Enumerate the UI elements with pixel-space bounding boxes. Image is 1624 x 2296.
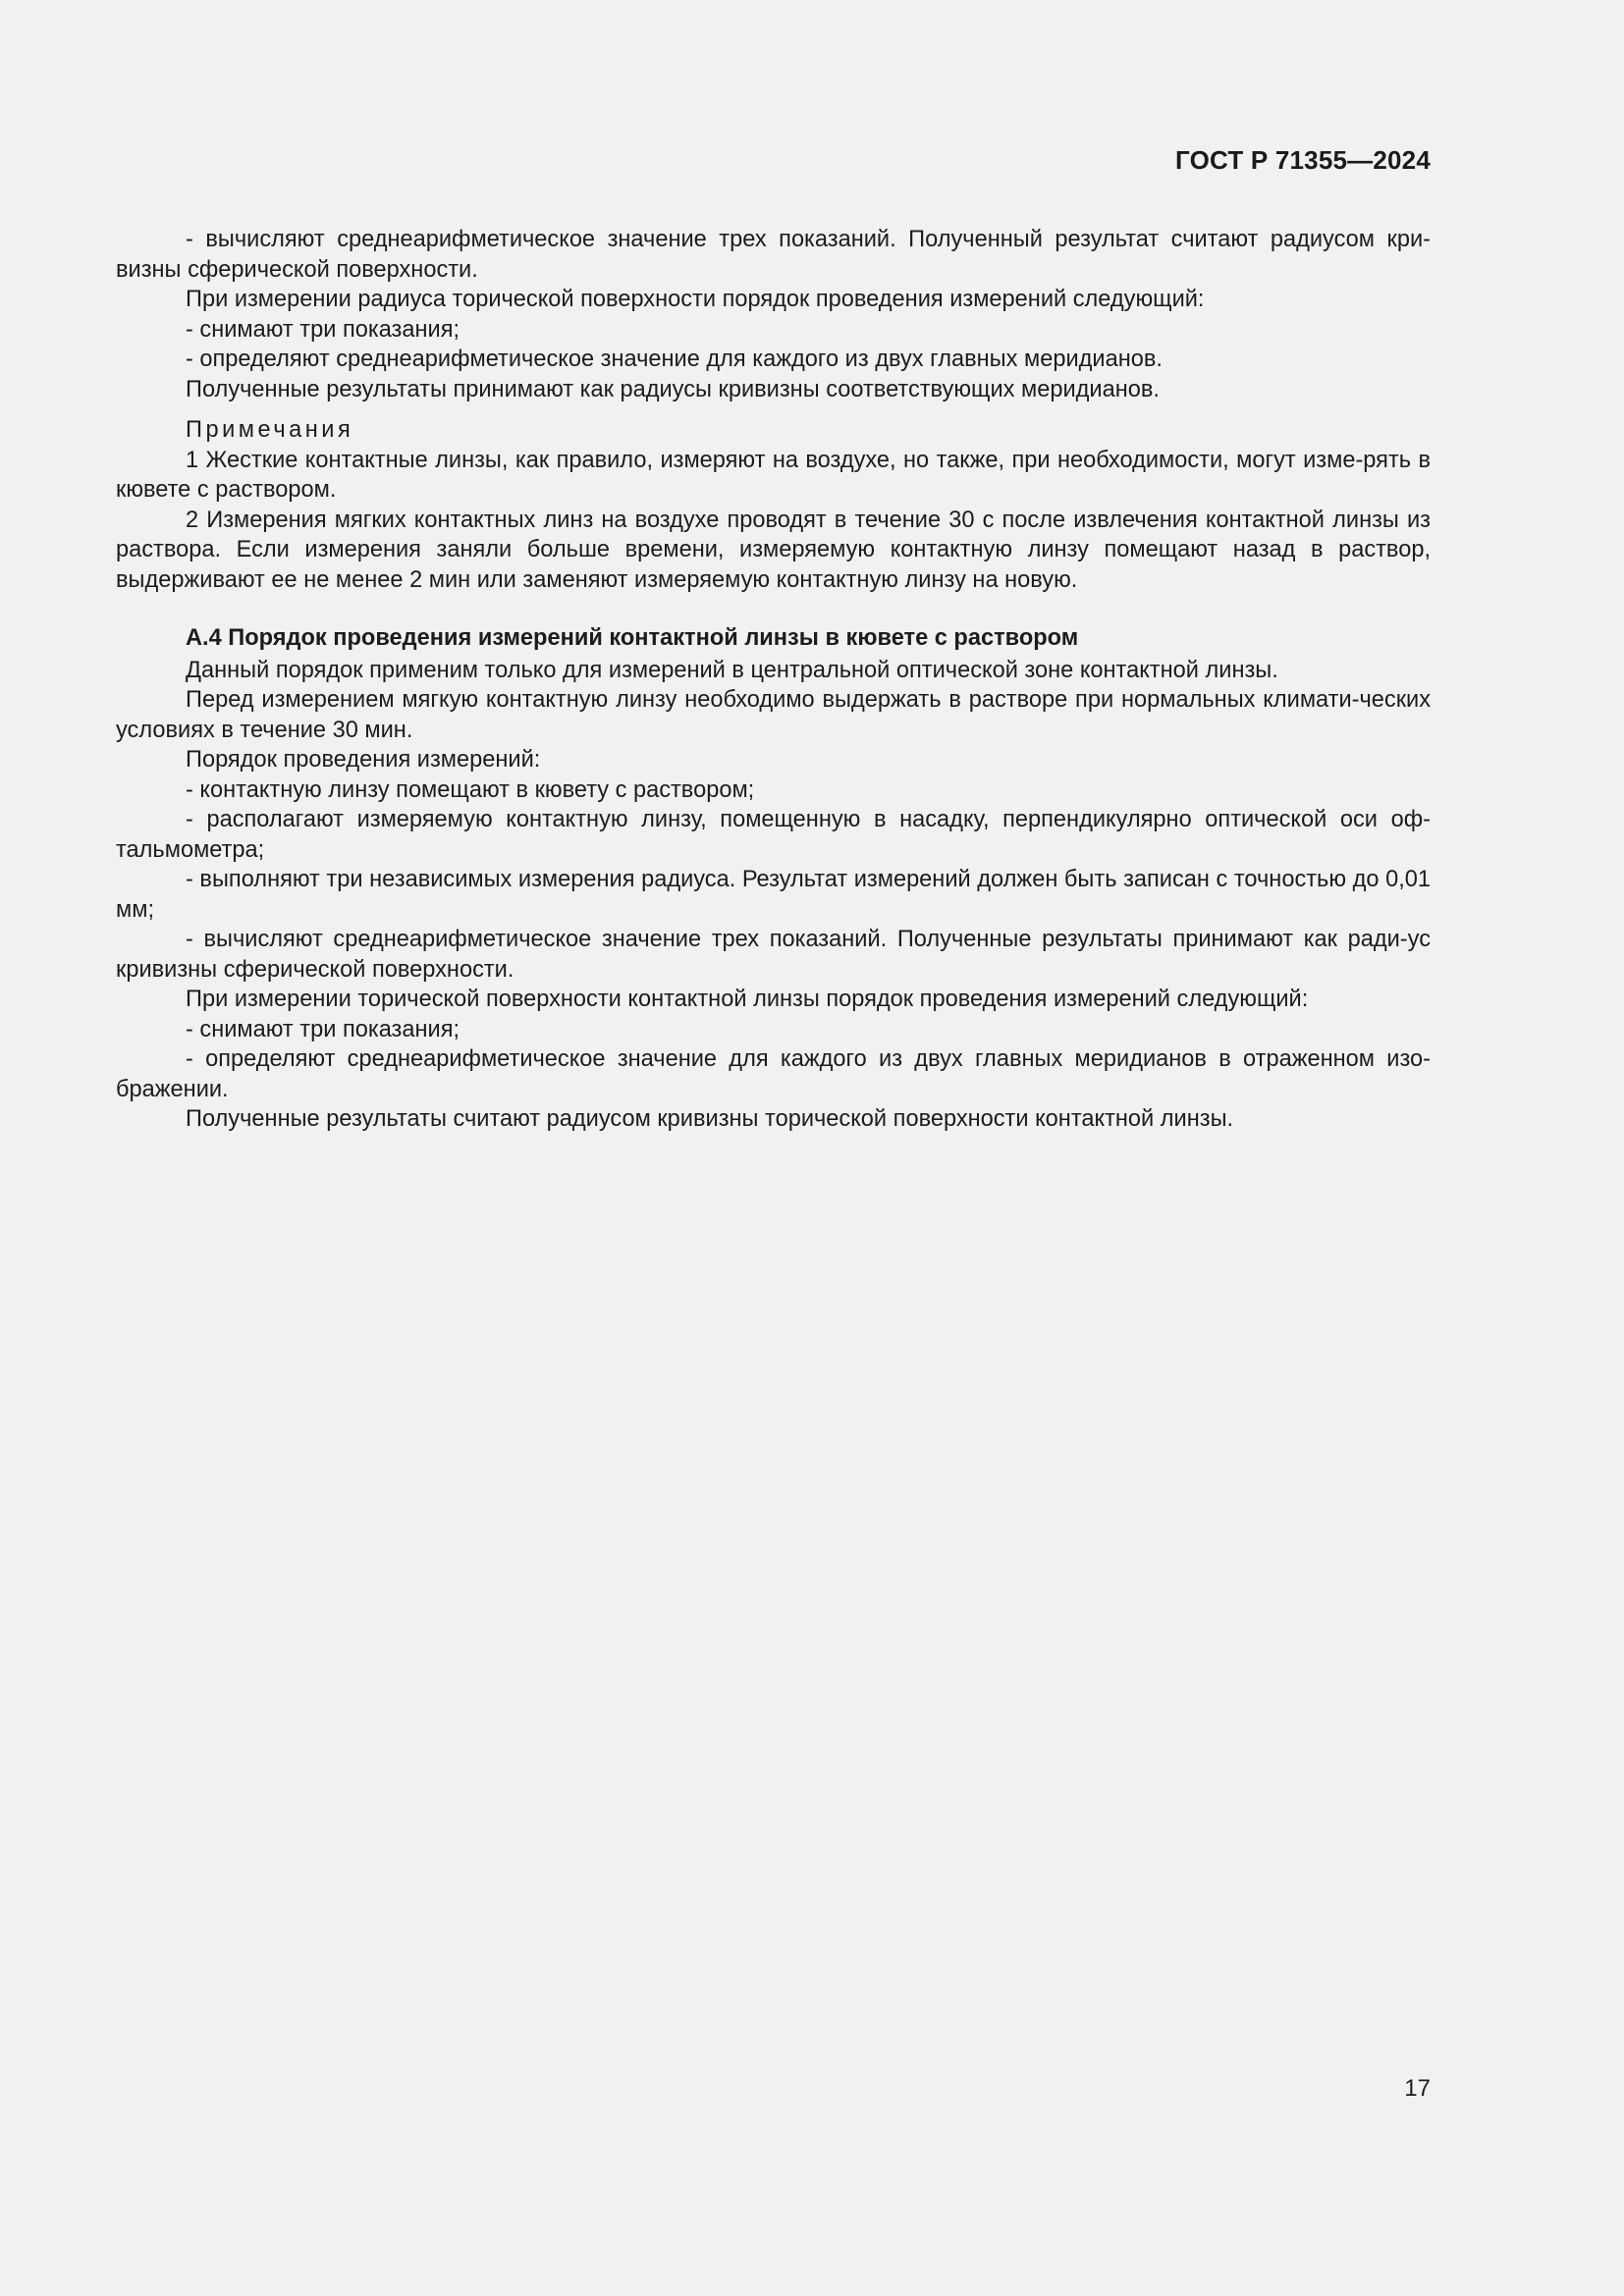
list-item: - вычисляют среднеарифметическое значение трех показаний. Полученные результаты принимают как ради-ус кривизны сферической поверхности. [116,927,1431,983]
paragraph: Порядок проведения измерений: [186,747,541,773]
paragraph: Полученные результаты принимают как радиусы кривизны соответствующих меридианов. [186,376,1160,402]
list-item: - выполняют три независимых измерения радиуса. Результат измерений должен быть записан с точностью до 0,01 мм; [116,867,1431,923]
paragraph: При измерении торической поверхности контактной линзы порядок проведения измерений следующий: [186,987,1309,1012]
section-title: А.4 Порядок проведения измерений контактной линзы в кювете с раствором [186,625,1079,651]
document-body [116,225,1431,1135]
note-item: 1 Жесткие контактные линзы, как правило, измеряют на воздухе, но также, при необходимости, могут изме-рять в кювете с раствором. [116,447,1431,503]
paragraph: Перед измерением мягкую контактную линзу необходимо выдержать в растворе при нормальных климати-ческих условиях в течение 30 мин. [116,687,1431,743]
list-item: - располагают измеряемую контактную линзу, помещенную в насадку, перпендикулярно оптической оси оф-тальмометра; [116,807,1431,863]
list-item: - определяют среднеарифметическое значение для каждого из двух главных меридианов в отраженном изо-бражении. [116,1046,1431,1102]
notes-heading: Примечания [186,417,354,443]
page-number: 17 [1404,2075,1431,2102]
list-item: - контактную линзу помещают в кювету с раствором; [186,776,755,803]
paragraph: Данный порядок применим только для измерений в центральной оптической зоне контактной линзы. [186,657,1278,683]
paragraph: При измерении радиуса торической поверхности порядок проведения измерений следующий: [186,287,1205,312]
list-item: - определяют среднеарифметическое значение для каждого из двух главных меридианов. [186,347,1163,372]
document-code-header: ГОСТ Р 71355—2024 [1175,145,1431,175]
list-item: - снимают три показания; [186,316,460,343]
paragraph: Полученные результаты считают радиусом кривизны торической поверхности контактной линзы. [186,1106,1234,1132]
paragraph: - вычисляют среднеарифметическое значение трех показаний. Полученный результат считают радиусом кри-визны сферической поверхности. [116,227,1431,283]
note-item: 2 Измерения мягких контактных линз на воздухе проводят в течение 30 с после извлечения контактной линзы из раствора. Если измерения заняли больше времени, измеряемую контактную линзу помещают назад в раствор, выдерживают ее не менее 2 мин или заменяют измеряемую контактную линзу на новую. [116,507,1431,593]
list-item: - снимают три показания; [186,1016,460,1042]
